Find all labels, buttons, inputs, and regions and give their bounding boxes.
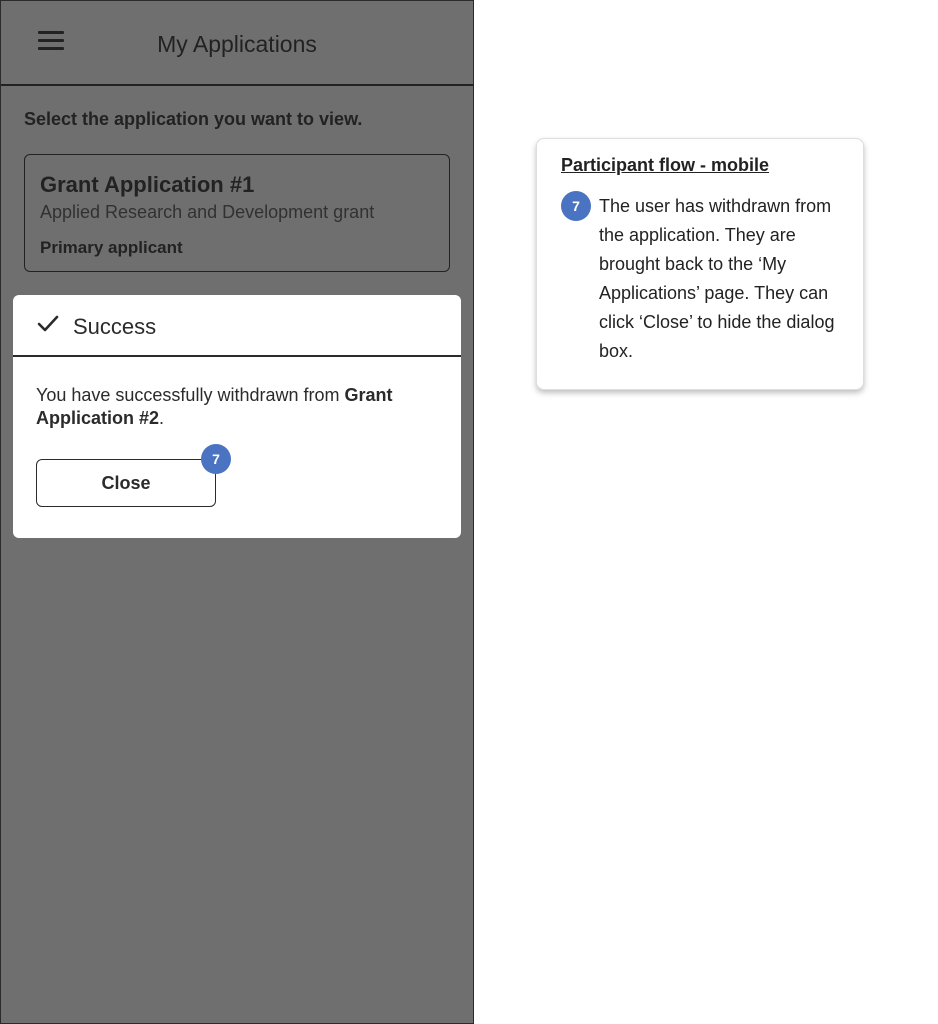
annotation-step-badge: 7 — [561, 191, 591, 221]
dialog-title: Success — [73, 314, 157, 339]
annotation-card — [536, 138, 864, 390]
dialog-message-prefix: You have successfully withdrawn from — [36, 385, 345, 405]
dialog-message-suffix: . — [159, 408, 165, 428]
annotation-title: Participant flow - mobile — [561, 155, 770, 175]
dialog-message — [36, 384, 441, 430]
check-icon — [37, 315, 59, 333]
step-badge: 7 — [201, 444, 231, 474]
annotation-text: The user has withdrawn from the application. They are brought back to the ‘My Applications’ page. They can click ‘Close’ to hide the dialog box. — [599, 196, 835, 361]
dialog-message-application: Grant Application #2 — [36, 385, 393, 428]
success-dialog — [13, 295, 461, 538]
close-button[interactable]: Close — [36, 459, 216, 507]
dialog-header — [13, 295, 461, 357]
